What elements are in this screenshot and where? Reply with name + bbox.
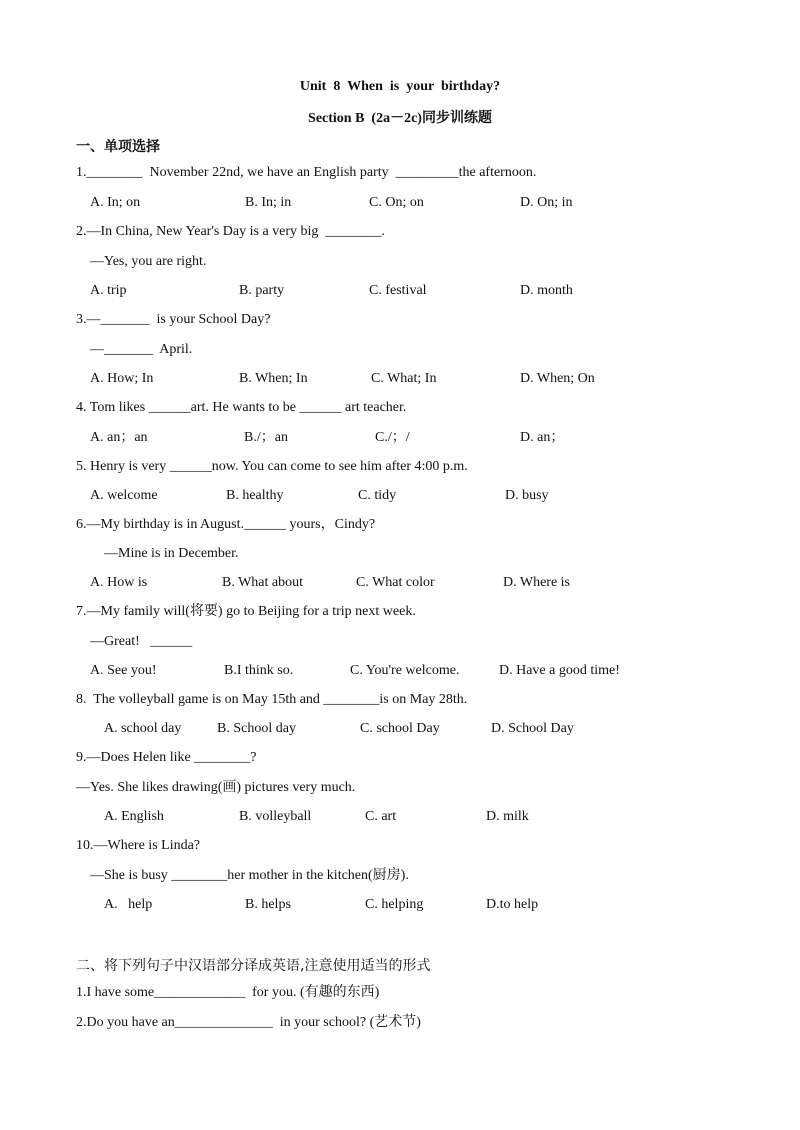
question-6-option-d: D. Where is [503,575,570,590]
question-8-option-b: B. School day [217,721,296,736]
question-1-option-c: C. On; on [369,195,424,210]
question-3-option-a: A. How; In [90,371,154,386]
question-2-option-b: B. party [239,283,285,298]
question-7-stem: 7.—My family will(将要) go to Beijing for a trip next week. [76,604,416,619]
question-10-stem: 10.—Where is Linda? [76,838,201,853]
question-8-option-c: C. school Day [360,721,440,736]
question-10-option-c: C. helping [365,897,424,912]
question-8-stem: 8. The volleyball game is on May 15th and ________is on May 28th. [76,692,468,707]
section1-heading: 一、单项选择 [76,139,160,155]
question-2-option-c: C. festival [369,283,427,298]
question-3-option-c: C. What; In [371,371,437,386]
question-4-option-d: D. an； [520,430,565,445]
question-7-option-d: D. Have a good time! [499,663,620,678]
question-8-option-a: A. school day [104,721,182,736]
question-2-option-a: A. trip [90,283,127,298]
question-2-option-d: D. month [520,283,573,298]
question-1-stem: 1.________ November 22nd, we have an English party _________the afternoon. [76,165,537,180]
question-6-option-c: C. What color [356,575,435,590]
question-10-option-a: A. help [104,897,153,912]
question-3-option-b: B. When; In [239,371,308,386]
question-1-option-a: A. In; on [90,195,141,210]
question-4-stem: 4. Tom likes ______art. He wants to be ______ art teacher. [76,400,407,415]
question-4-option-c: C./；/ [375,430,410,445]
question-1-option-d: D. On; in [520,195,573,210]
page-title: Unit 8 When is your birthday? [299,79,501,94]
question-9-option-b: B. volleyball [239,809,312,824]
question-7-reply: —Great! ______ [90,634,193,649]
question-4-option-a: A. an；an [90,430,148,445]
question-3-stem: 3.—_______ is your School Day? [76,312,271,327]
question-10-reply: —She is busy ________her mother in the kitchen(厨房). [90,868,409,883]
question-9-stem: 9.—Does Helen like ________? [76,750,257,765]
translation-item-1: 1.I have some_____________ for you. (有趣的东西) [76,985,380,1000]
question-5-stem: 5. Henry is very ______now. You can come to see him after 4:00 p.m. [76,459,468,474]
question-5-option-b: B. healthy [226,488,284,503]
question-9-reply: —Yes. She likes drawing(画) pictures very much. [76,780,356,795]
question-6-reply: —Mine is in December. [104,546,239,561]
question-2-stem: 2.—In China, New Year's Day is a very big ________. [76,224,385,239]
translation-item-2: 2.Do you have an______________ in your school? (艺术节) [76,1015,421,1030]
section2-heading: 二、将下列句子中汉语部分译成英语,注意使用适当的形式 [76,958,431,974]
question-6-option-b: B. What about [222,575,304,590]
question-10-option-b: B. helps [245,897,291,912]
question-1-option-b: B. In; in [245,195,292,210]
question-5-option-c: C. tidy [358,488,397,503]
question-6-stem: 6.—My birthday is in August.______ yours，Cindy? [76,517,376,532]
question-9-option-c: C. art [365,809,397,824]
question-3-option-d: D. When; On [520,371,595,386]
question-2-reply: —Yes, you are right. [90,254,207,269]
question-5-option-a: A. welcome [90,488,158,503]
question-7-option-a: A. See you! [90,663,157,678]
question-10-option-d: D.to help [486,897,539,912]
question-3-reply: —_______ April. [90,342,193,357]
question-8-option-d: D. School Day [491,721,574,736]
question-7-option-b: B.I think so. [224,663,294,678]
page-subtitle: Section B (2a－2c)同步训练题 [308,111,492,126]
question-9-option-a: A. English [104,809,164,824]
question-6-option-a: A. How is [90,575,148,590]
question-5-option-d: D. busy [505,488,549,503]
question-9-option-d: D. milk [486,809,529,824]
question-4-option-b: B./；an [244,430,288,445]
question-7-option-c: C. You're welcome. [350,663,460,678]
